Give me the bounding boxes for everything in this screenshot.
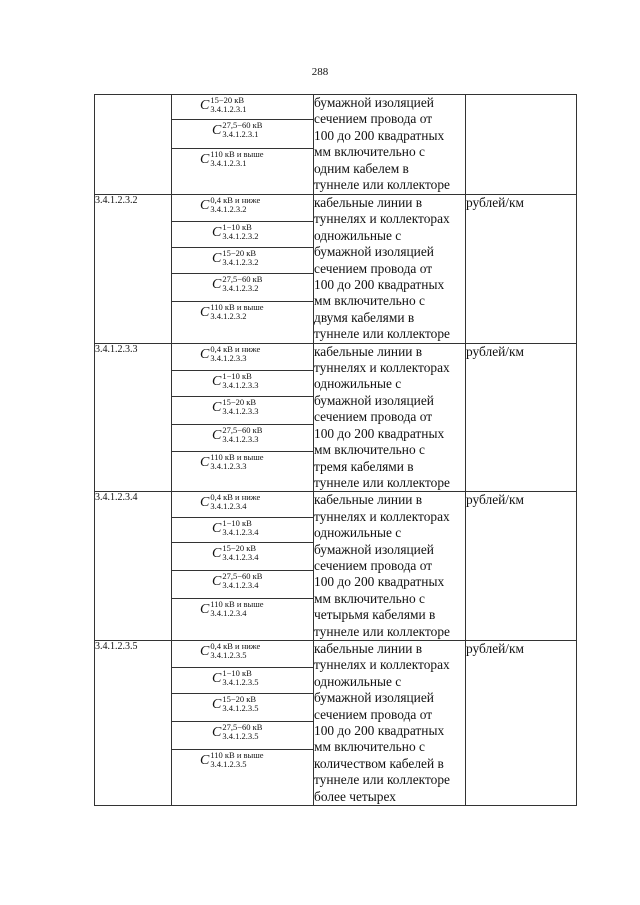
formula-voltage: 15−20 кВ <box>222 543 257 554</box>
rate-formula-row <box>172 641 313 668</box>
formula-index: 3.4.1.2.3.1 <box>210 158 247 168</box>
rate-formula-row <box>172 518 313 543</box>
formula-index: 3.4.1.2.3.5 <box>222 676 259 687</box>
description-line: туннеле или коллекторе <box>314 772 450 788</box>
formula-index: 3.4.1.2.3.2 <box>210 204 247 214</box>
unit-of-measure <box>466 95 577 195</box>
description-line: одножильные с <box>314 227 402 243</box>
description-line: бумажной изоляцией <box>314 244 434 260</box>
description-line: 100 до 200 квадратных <box>314 277 445 293</box>
item-description <box>314 195 466 344</box>
formula-symbol: C <box>200 346 210 362</box>
formula-symbol: C <box>212 123 222 138</box>
rate-formula <box>200 493 260 512</box>
rate-formula <box>212 223 258 242</box>
rate-formula-row <box>172 149 313 194</box>
description-line: 100 до 200 квадратных <box>314 574 445 590</box>
formula-voltage: 15−20 кВ <box>222 693 257 704</box>
rate-formula-row <box>172 397 313 425</box>
description-line: туннелях и коллекторах <box>314 508 450 524</box>
formula-voltage: 110 кВ и выше <box>210 451 264 462</box>
description-line: мм включительно с <box>314 144 425 160</box>
formula-index: 3.4.1.2.3.4 <box>222 552 259 563</box>
description-line: двумя кабелями в <box>314 309 415 325</box>
rate-formula <box>212 723 262 742</box>
description-line: четырьмя кабелями в <box>314 607 436 623</box>
rate-formula-row <box>172 750 313 804</box>
item-code: 3.4.1.2.3.3 <box>95 343 172 492</box>
unit-of-measure: рублей/км <box>466 492 577 641</box>
rate-formula-row <box>172 95 313 120</box>
formula-voltage: 27,5−60 кВ <box>222 721 263 732</box>
formula-symbol: C <box>200 152 210 167</box>
description-line: кабельные линии в <box>314 343 423 359</box>
rate-formula <box>200 345 260 364</box>
description-line: кабельные линии в <box>314 195 423 210</box>
item-description <box>314 492 466 641</box>
formula-index: 3.4.1.2.3.4 <box>210 501 247 512</box>
unit-of-measure: рублей/км <box>466 195 577 344</box>
description-line: мм включительно с <box>314 293 425 309</box>
description-line: сечением провода от <box>314 111 433 127</box>
formula-index: 3.4.1.2.3.2 <box>222 257 259 267</box>
description-line: кабельные линии в <box>314 640 423 656</box>
rate-formula <box>200 196 260 215</box>
rate-formula <box>212 249 258 268</box>
rate-formula <box>200 96 246 115</box>
rate-formula <box>200 751 264 770</box>
page-number: 288 <box>311 66 329 78</box>
description-line: бумажной изоляцией <box>314 690 434 706</box>
rate-formula <box>200 642 260 661</box>
formula-symbol: C <box>212 225 222 240</box>
formula-voltage: 1−10 кВ <box>222 222 252 232</box>
formula-cell <box>172 492 314 641</box>
description-line: сечением провода от <box>314 557 433 573</box>
formula-voltage: 1−10 кВ <box>222 370 252 381</box>
formula-index: 3.4.1.2.3.2 <box>222 231 259 241</box>
table-row <box>95 343 577 492</box>
formula-voltage: 0,4 кВ и ниже <box>210 640 261 651</box>
description-line: одножильные с <box>314 525 402 541</box>
table-row <box>95 95 577 195</box>
rate-formula-row <box>172 722 313 750</box>
rate-formula <box>212 426 262 445</box>
formula-index: 3.4.1.2.3.4 <box>222 527 259 538</box>
formula-symbol: C <box>200 98 210 113</box>
rate-formula-row <box>172 274 313 302</box>
description-line: одножильные с <box>314 673 402 689</box>
formula-voltage: 1−10 кВ <box>222 518 252 529</box>
rate-formula-row <box>172 302 313 342</box>
formula-symbol: C <box>200 454 210 470</box>
rate-formula-row <box>172 543 313 571</box>
description-line: 100 до 200 квадратных <box>314 425 445 441</box>
description-line: туннелях и коллекторах <box>314 211 450 227</box>
rate-formula <box>212 572 262 591</box>
formula-index: 3.4.1.2.3.5 <box>210 758 247 769</box>
rate-formula <box>212 669 258 688</box>
description-line: одним кабелем в <box>314 160 409 176</box>
formula-symbol: C <box>200 305 210 320</box>
rate-formula <box>212 519 258 538</box>
rate-formula <box>212 121 262 140</box>
item-code: 3.4.1.2.3.5 <box>95 640 172 805</box>
item-description <box>314 640 466 805</box>
formula-voltage: 0,4 кВ и ниже <box>210 343 261 354</box>
formula-index: 3.4.1.2.3.2 <box>222 283 259 293</box>
formula-symbol: C <box>212 670 222 686</box>
description-line: туннелях и коллекторах <box>314 360 450 376</box>
description-line: бумажной изоляцией <box>314 392 434 408</box>
rate-formula-row <box>172 371 313 397</box>
table-row <box>95 640 577 805</box>
formula-cell <box>172 640 314 805</box>
formula-index: 3.4.1.2.3.3 <box>210 460 247 471</box>
formula-index: 3.4.1.2.3.3 <box>222 379 259 390</box>
formula-voltage: 15−20 кВ <box>222 248 257 258</box>
formula-symbol: C <box>200 495 210 511</box>
rate-formula <box>212 398 258 417</box>
formula-voltage: 110 кВ и выше <box>210 149 264 159</box>
description-line: туннеле или коллекторе <box>314 177 450 193</box>
formula-voltage: 27,5−60 кВ <box>222 120 263 130</box>
formula-index: 3.4.1.2.3.5 <box>210 649 247 660</box>
formula-voltage: 110 кВ и выше <box>210 599 264 610</box>
formula-voltage: 27,5−60 кВ <box>222 274 263 284</box>
description-line: сечением провода от <box>314 409 433 425</box>
description-line: туннелях и коллекторах <box>314 657 450 673</box>
formula-symbol: C <box>200 643 210 659</box>
formula-index: 3.4.1.2.3.4 <box>222 580 259 591</box>
rate-formula <box>200 453 264 472</box>
rate-formula <box>212 372 258 391</box>
rate-formula-row <box>172 571 313 599</box>
formula-cell <box>172 343 314 492</box>
rate-formula <box>212 275 262 294</box>
rate-formula-row <box>172 425 313 452</box>
formula-voltage: 1−10 кВ <box>222 667 252 678</box>
formula-index: 3.4.1.2.3.1 <box>210 104 247 114</box>
formula-index: 3.4.1.2.3.5 <box>222 730 259 741</box>
rate-formula <box>212 695 258 714</box>
description-line: мм включительно с <box>314 739 425 755</box>
description-line: сечением провода от <box>314 260 433 276</box>
formula-index: 3.4.1.2.3.4 <box>210 608 247 619</box>
formula-voltage: 110 кВ и выше <box>210 749 264 760</box>
formula-index: 3.4.1.2.3.2 <box>210 311 247 321</box>
formula-index: 3.4.1.2.3.3 <box>222 405 259 416</box>
rate-formula-row <box>172 120 313 149</box>
description-line: 100 до 200 квадратных <box>314 127 445 143</box>
rate-formula <box>212 544 258 563</box>
item-description <box>314 343 466 492</box>
description-line: более четырех <box>314 788 396 804</box>
formula-symbol: C <box>212 373 222 389</box>
rate-formula-row <box>172 195 313 222</box>
description-line: сечением провода от <box>314 706 433 722</box>
rate-formula-row <box>172 492 313 518</box>
rate-formula <box>200 303 264 322</box>
item-code: 3.4.1.2.3.2 <box>95 195 172 344</box>
formula-symbol: C <box>212 399 222 415</box>
formula-voltage: 0,4 кВ и ниже <box>210 492 261 503</box>
formula-symbol: C <box>212 546 222 562</box>
formula-cell <box>172 95 314 195</box>
rate-formula-row <box>172 344 313 371</box>
rate-formula-row <box>172 599 313 638</box>
rate-formula <box>200 150 264 169</box>
formula-index: 3.4.1.2.3.3 <box>222 433 259 444</box>
formula-symbol: C <box>200 602 210 618</box>
description-line: бумажной изоляцией <box>314 541 434 557</box>
description-line: туннеле или коллекторе <box>314 623 450 639</box>
formula-voltage: 0,4 кВ и ниже <box>210 195 261 205</box>
rate-formula-row <box>172 694 313 722</box>
formula-cell <box>172 195 314 344</box>
description-line: тремя кабелями в <box>314 458 414 474</box>
formula-voltage: 27,5−60 кВ <box>222 424 263 435</box>
item-description <box>314 95 466 195</box>
rate-formula-row <box>172 668 313 694</box>
description-line: 100 до 200 квадратных <box>314 723 445 738</box>
formula-symbol: C <box>212 724 222 740</box>
formula-voltage: 15−20 кВ <box>210 95 245 105</box>
description-line: мм включительно с <box>314 442 425 458</box>
rate-formula-row <box>172 222 313 248</box>
formula-symbol: C <box>212 696 222 712</box>
table-row <box>95 195 577 344</box>
formula-symbol: C <box>212 574 222 590</box>
formula-index: 3.4.1.2.3.3 <box>210 352 247 363</box>
description-line: кабельные линии в <box>314 492 423 508</box>
formula-symbol: C <box>200 198 210 213</box>
formula-symbol: C <box>212 251 222 266</box>
unit-of-measure: рублей/км <box>466 343 577 492</box>
rate-formula-row <box>172 248 313 274</box>
description-line: мм включительно с <box>314 590 425 606</box>
item-code: 3.4.1.2.3.4 <box>95 492 172 641</box>
table-row <box>95 492 577 641</box>
description-line: туннеле или коллекторе <box>314 326 450 342</box>
description-line: бумажной изоляцией <box>314 95 434 110</box>
description-line: одножильные с <box>314 376 402 392</box>
formula-symbol: C <box>212 521 222 537</box>
formula-voltage: 15−20 кВ <box>222 396 257 407</box>
formula-symbol: C <box>212 277 222 292</box>
tariff-table <box>94 94 577 806</box>
description-line: туннеле или коллекторе <box>314 474 450 490</box>
unit-of-measure: рублей/км <box>466 640 577 805</box>
item-code <box>95 95 172 195</box>
rate-formula <box>200 600 264 619</box>
formula-voltage: 110 кВ и выше <box>210 302 264 312</box>
rate-formula-row <box>172 452 313 491</box>
formula-index: 3.4.1.2.3.1 <box>222 129 259 139</box>
formula-symbol: C <box>200 752 210 768</box>
description-line: количеством кабелей в <box>314 755 444 771</box>
formula-voltage: 27,5−60 кВ <box>222 571 263 582</box>
formula-index: 3.4.1.2.3.5 <box>222 702 259 713</box>
formula-symbol: C <box>212 427 222 443</box>
